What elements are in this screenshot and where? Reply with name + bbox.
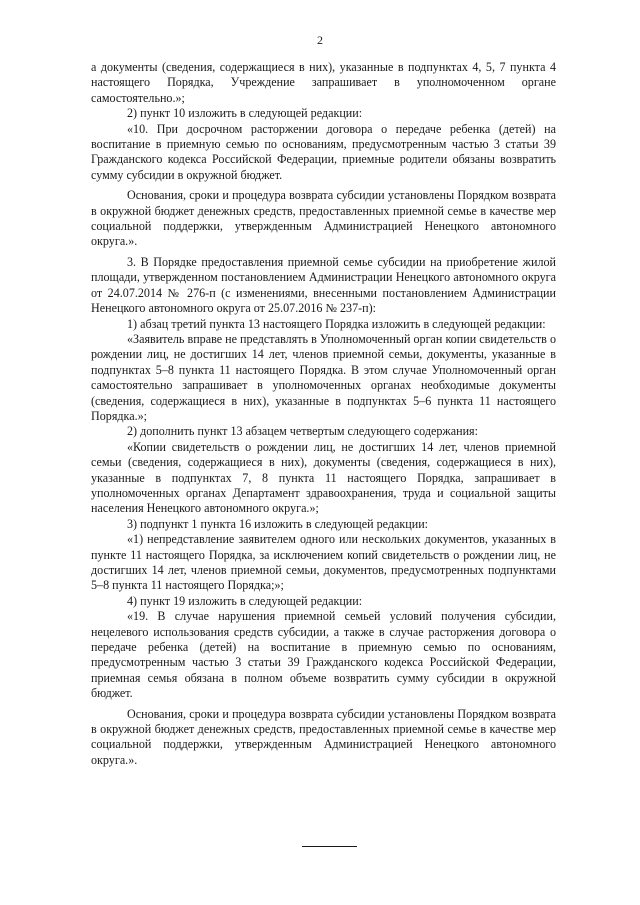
paragraph-return-procedure: Основания, сроки и процедура возврата субсидии установлены Порядком возврата в окружной бюджет денежных средств, предоставленных приемной семье в качестве мер социальной поддержки, утвержденным Администрацией Ненецкого автономного округа.». <box>91 188 556 249</box>
paragraph-continuation: а документы (сведения, содержащиеся в них), указанные в подпунктах 4, 5, 7 пункта 4 настоящего Порядка, Учреждение запрашивает в уполномоченном органе самостоятельно.»; <box>91 60 556 105</box>
page-number: 2 <box>317 33 323 47</box>
document-body <box>91 60 556 768</box>
paragraph-quote-copies: «Копии свидетельств о рождении лиц, не достигших 14 лет, членов приемной семьи (сведения, содержащиеся в них), документы (сведения, содержащиеся в них), указанные в подпунктах 7, 8 пункта 11 настоящего Порядка, запрашивает в уполномоченных органах Департамент здравоохранения, труда и социальной защиты населения Ненецкого автономного округа.»; <box>91 439 556 516</box>
paragraph-subitem-4: 4) пункт 19 изложить в следующей редакции: <box>127 593 363 608</box>
paragraph-subitem-2: 2) дополнить пункт 13 абзацем четвертым следующего содержания: <box>127 424 478 439</box>
paragraph-subitem-1: 1) абзац третий пункта 13 настоящего Порядка изложить в следующей редакции: <box>127 316 546 331</box>
paragraph-item-2: 2) пункт 10 изложить в следующей редакции: <box>127 106 363 121</box>
paragraph-quote-nonsubmission: «1) непредставление заявителем одного или нескольких документов, указанных в пункте 11 настоящего Порядка, за исключением копий свидетельств о рождении лиц, не достигших 14 лет, членов приемной семьи, документов, предусмотренных подпунктами 5–8 пункта 11 настоящего Порядка;»; <box>91 532 556 593</box>
end-of-document-rule <box>302 846 357 847</box>
paragraph-subitem-3: 3) подпункт 1 пункта 16 изложить в следующей редакции: <box>127 516 429 531</box>
paragraph-quote-10: «10. При досрочном расторжении договора о передаче ребенка (детей) на воспитание в приемную семью по основаниям, предусмотренным частью 3 статьи 39 Гражданского кодекса Российской Федерации, приемные родители обязаны возвратить сумму субсидии в окружной бюджет. <box>91 121 556 182</box>
paragraph-quote-applicant: «Заявитель вправе не представлять в Уполномоченный орган копии свидетельств о рождении лиц, не достигших 14 лет, членов приемной семьи, документы, указанные в подпунктах 5–8 пункта 11 настоящего Порядка. В этом случае Уполномоченный орган самостоятельно запрашивает в уполномоченных органах необходимые документы (сведения, содержащиеся в них), указанные в подпунктах 5–6 пункта 11 настоящего Порядка.»; <box>91 331 556 423</box>
paragraph-return-procedure-final: Основания, сроки и процедура возврата субсидии установлены Порядком возврата в окружной бюджет денежных средств, предоставленных приемной семье в качестве мер социальной поддержки, утвержденным Администрацией Ненецкого автономного округа.». <box>91 706 556 767</box>
paragraph-quote-19: «19. В случае нарушения приемной семьей условий получения субсидии, нецелевого использования средств субсидии, а также в случае расторжения договора о передаче ребенка (детей) на воспитание в приемную семью по основаниям, предусмотренным частью 3 статьи 39 Гражданского кодекса Российской Федерации, приемная семья обязана в полном объеме возвратить сумму субсидии в окружной бюджет. <box>91 609 556 701</box>
paragraph-section-3: 3. В Порядке предоставления приемной семье субсидии на приобретение жилой площади, утвержденном постановлением Администрации Ненецкого автономного округа от 24.07.2014 № 276-п (с изменениями, внесенными постановлением Администрации Ненецкого автономного округа от 25.07.2016 № 237-п): <box>91 254 556 316</box>
